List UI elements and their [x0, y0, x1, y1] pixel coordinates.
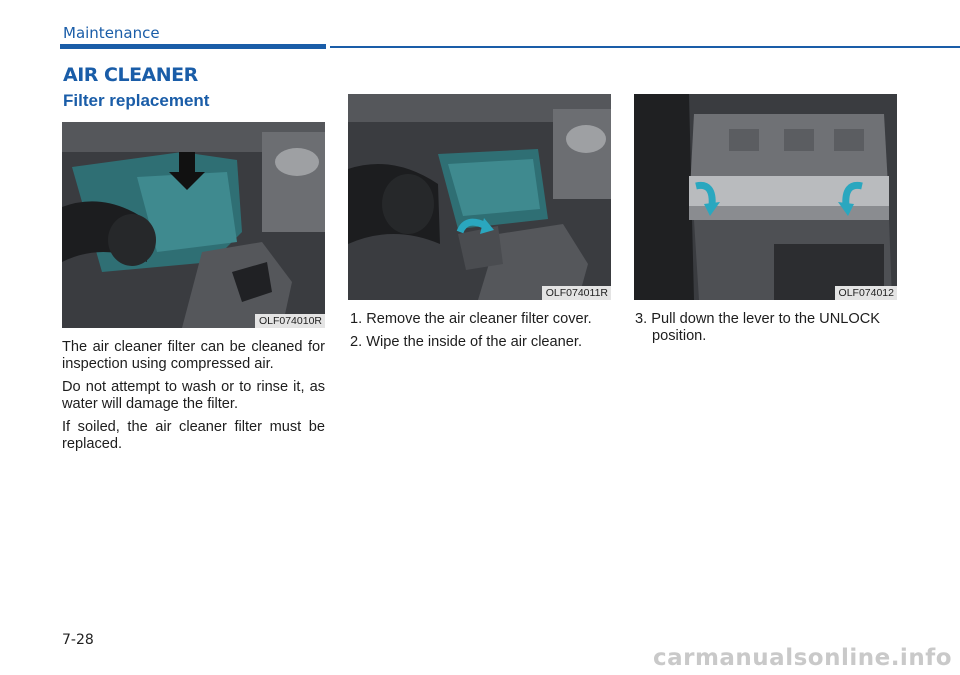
header-rule-thick	[60, 44, 326, 49]
page-title: AIR CLEANER	[63, 64, 198, 86]
page-number: 7-28	[62, 632, 94, 648]
section-label: Maintenance	[63, 24, 160, 42]
step-item: 3. Pull down the lever to the UNLOCK position.	[635, 311, 880, 344]
intro-text	[62, 339, 325, 459]
figure-1	[62, 122, 325, 328]
step-item: 2. Wipe the inside of the air cleaner.	[350, 334, 583, 350]
step-item: 1. Remove the air cleaner filter cover.	[350, 311, 592, 327]
steps-column-3	[635, 311, 899, 351]
figure-2	[348, 94, 611, 300]
paragraph: The air cleaner filter can be cleaned for inspection using compressed air.	[62, 339, 325, 372]
figure-code: OLF074010R	[255, 314, 325, 328]
engine-photo-1	[62, 122, 325, 328]
engine-photo-3	[634, 94, 897, 300]
header-rule-thin	[330, 46, 960, 48]
section-subtitle: Filter replacement	[63, 91, 210, 110]
figure-code: OLF074011R	[542, 286, 611, 300]
engine-photo-2	[348, 94, 611, 300]
figure-3	[634, 94, 897, 300]
watermark: carmanualsonline.info	[652, 645, 952, 671]
steps-column-2	[350, 311, 614, 357]
figure-code: OLF074012	[835, 286, 897, 300]
paragraph: Do not attempt to wash or to rinse it, as water will damage the filter.	[62, 379, 325, 412]
paragraph: If soiled, the air cleaner filter must be replaced.	[62, 419, 325, 452]
